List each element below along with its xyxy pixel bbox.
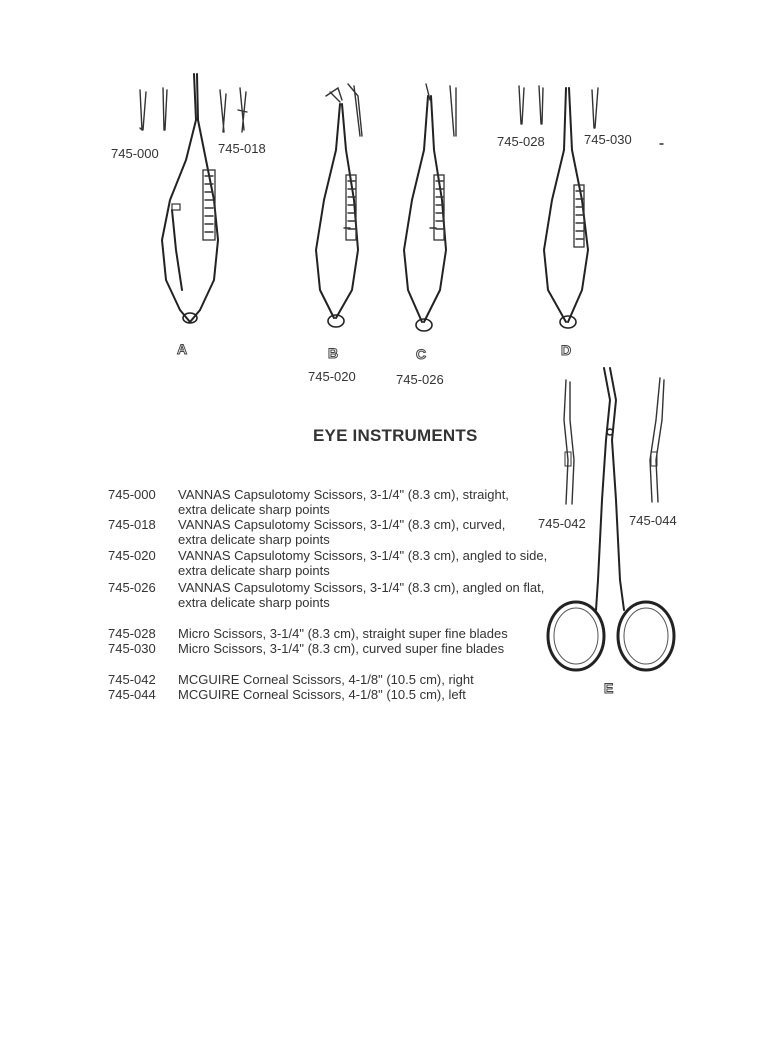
item-code: 745-026 (108, 580, 156, 595)
item-description: Micro Scissors, 3-1/4" (8.3 cm), straight super fine blades (178, 626, 508, 641)
item-description: MCGUIRE Corneal Scissors, 4-1/8" (10.5 cm), left (178, 687, 466, 702)
figure-label-745-044: 745-044 (629, 513, 677, 528)
figure-label-745-042: 745-042 (538, 516, 586, 531)
figure-letter-e: E (604, 680, 614, 696)
item-description: VANNAS Capsulotomy Scissors, 3-1/4" (8.3 cm), angled on flat, extra delicate sharp points (178, 580, 545, 610)
figure-letter-c: C (416, 346, 427, 362)
figure-letter-d: D (561, 342, 572, 358)
item-description: VANNAS Capsulotomy Scissors, 3-1/4" (8.3 cm), angled to side, extra delicate sharp points (178, 548, 548, 578)
item-description: MCGUIRE Corneal Scissors, 4-1/8" (10.5 cm), right (178, 672, 474, 687)
figure-label-745-000: 745-000 (111, 146, 159, 161)
figure-letter-a: A (177, 341, 188, 357)
item-code: 745-042 (108, 672, 156, 687)
item-code: 745-028 (108, 626, 156, 641)
item-code: 745-044 (108, 687, 156, 702)
figure-label-745-020: 745-020 (308, 369, 356, 384)
figure-label-745-028: 745-028 (497, 134, 545, 149)
item-code: 745-020 (108, 548, 156, 563)
figure-label-745-030: 745-030 (584, 132, 632, 147)
figure-label-745-026: 745-026 (396, 372, 444, 387)
item-code: 745-030 (108, 641, 156, 656)
item-code: 745-018 (108, 517, 156, 532)
page-title: EYE INSTRUMENTS (313, 426, 478, 445)
figure-letter-b: B (328, 345, 339, 361)
item-description: VANNAS Capsulotomy Scissors, 3-1/4" (8.3 cm), curved, extra delicate sharp points (178, 517, 506, 547)
figure-label-745-018: 745-018 (218, 141, 266, 156)
item-description: VANNAS Capsulotomy Scissors, 3-1/4" (8.3 cm), straight, extra delicate sharp points (178, 487, 509, 517)
item-description: Micro Scissors, 3-1/4" (8.3 cm), curved super fine blades (178, 641, 505, 656)
item-code: 745-000 (108, 487, 156, 502)
